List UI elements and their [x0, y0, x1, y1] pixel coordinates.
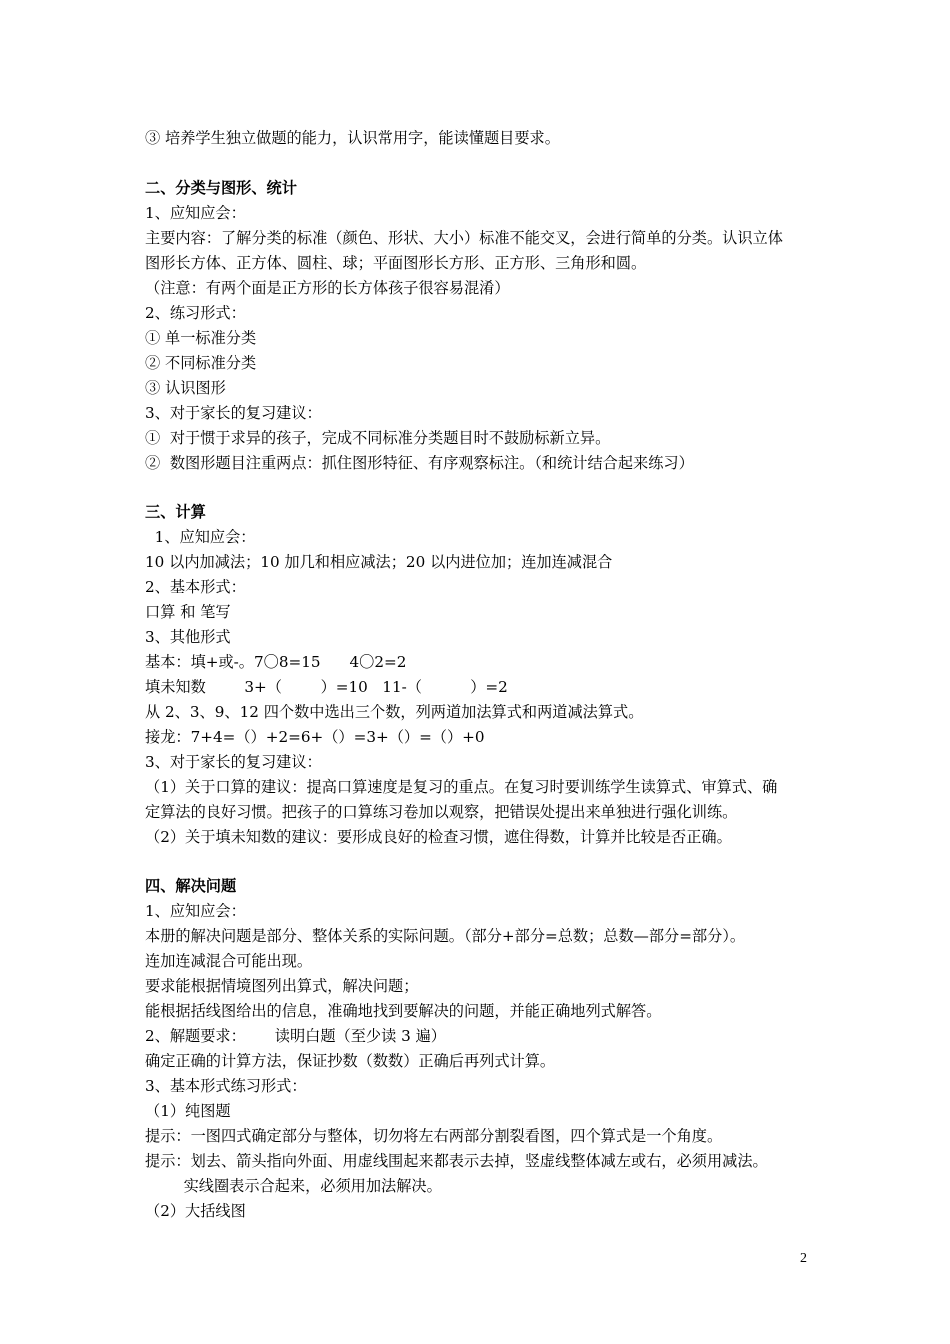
section-heading: 四、解决问题: [145, 877, 237, 895]
text-line: 3、基本形式练习形式：: [145, 1077, 307, 1095]
text-line: 2、练习形式：: [145, 304, 246, 322]
text-line: 1、应知应会：: [145, 204, 246, 222]
text-line: 10 以内加减法；10 加几和相应减法；20 以内进位加；连加连减混合: [145, 553, 613, 571]
text-line: （1）纯图题: [145, 1102, 231, 1120]
text-line: 3、对于家长的复习建议：: [145, 404, 322, 422]
text-line: 实线圈表示合起来，必须用加法解决。: [145, 1177, 442, 1195]
text-line: 本册的解决问题是部分、整体关系的实际问题。（部分+部分=总数；总数—部分=部分）。: [145, 927, 746, 945]
text-line: 接龙：7+4=（）+2=6+（）=3+（）=（）+0: [145, 728, 485, 746]
text-line: 定算法的良好习惯。把孩子的口算练习卷加以观察，把错误处提出来单独进行强化训练。: [145, 803, 738, 821]
text-line: 提示：一图四式确定部分与整体，切勿将左右两部分割裂看图，四个算式是一个角度。: [145, 1127, 723, 1145]
text-line: ① 单一标准分类: [145, 329, 257, 347]
text-line: （2）关于填未知数的建议：要形成良好的检查习惯，遮住得数，计算并比较是否正确。: [145, 828, 732, 846]
text-line: （1）关于口算的建议：提高口算速度是复习的重点。在复习时要训练学生读算式、审算式、确: [145, 778, 778, 796]
text-line: ③ 认识图形: [145, 379, 226, 397]
text-line: （注意：有两个面是正方形的长方体孩子很容易混淆）: [145, 279, 510, 297]
text-line: 2、基本形式：: [145, 578, 246, 596]
text-line: ② 不同标准分类: [145, 354, 257, 372]
text-line: 口算 和 笔写: [145, 603, 231, 621]
text-line: 连加连减混合可能出现。: [145, 952, 313, 970]
section-heading: 三、计算: [145, 503, 206, 521]
text-line: 3、对于家长的复习建议：: [145, 753, 322, 771]
text-line: ② 数图形题目注重两点：抓住图形特征、有序观察标注。（和统计结合起来练习）: [145, 454, 694, 472]
text-line: ③ 培养学生独立做题的能力，认识常用字，能读懂题目要求。: [145, 129, 560, 147]
text-line: 基本：填+或-。7〇8=15 4〇2=2: [145, 653, 407, 671]
text-line: 提示：划去、箭头指向外面、用虚线围起来都表示去掉，竖虚线整体减左或右，必须用减法。: [145, 1152, 768, 1170]
text-line: （2）大括线图: [145, 1202, 246, 1220]
text-line: 填未知数 3+（ ）=10 11-（ ）=2: [145, 678, 508, 696]
text-line: ① 对于惯于求异的孩子，完成不同标准分类题目时不鼓励标新立异。: [145, 429, 611, 447]
text-line: 确定正确的计算方法，保证抄数（数数）正确后再列式计算。: [145, 1052, 556, 1070]
text-line: 1、应知应会：: [145, 528, 256, 546]
text-line: 要求能根据情境图列出算式，解决问题；: [145, 977, 419, 995]
text-line: 从 2、3、9、12 四个数中选出三个数，列两道加法算式和两道减法算式。: [145, 703, 644, 721]
section-heading: 二、分类与图形、统计: [145, 179, 297, 197]
text-line: 2、解题要求： 读明白题（至少读 3 遍）: [145, 1027, 446, 1045]
text-line: 能根据括线图给出的信息，准确地找到要解决的问题，并能正确地列式解答。: [145, 1002, 662, 1020]
text-line: 1、应知应会：: [145, 902, 246, 920]
text-line: 3、其他形式: [145, 628, 231, 646]
text-line: 主要内容：了解分类的标准（颜色、形状、大小）标准不能交叉，会进行简单的分类。认识立体: [145, 229, 783, 247]
text-line: 图形长方体、正方体、圆柱、球；平面图形长方形、正方形、三角形和圆。: [145, 254, 647, 272]
page-number: 2: [800, 1251, 807, 1266]
